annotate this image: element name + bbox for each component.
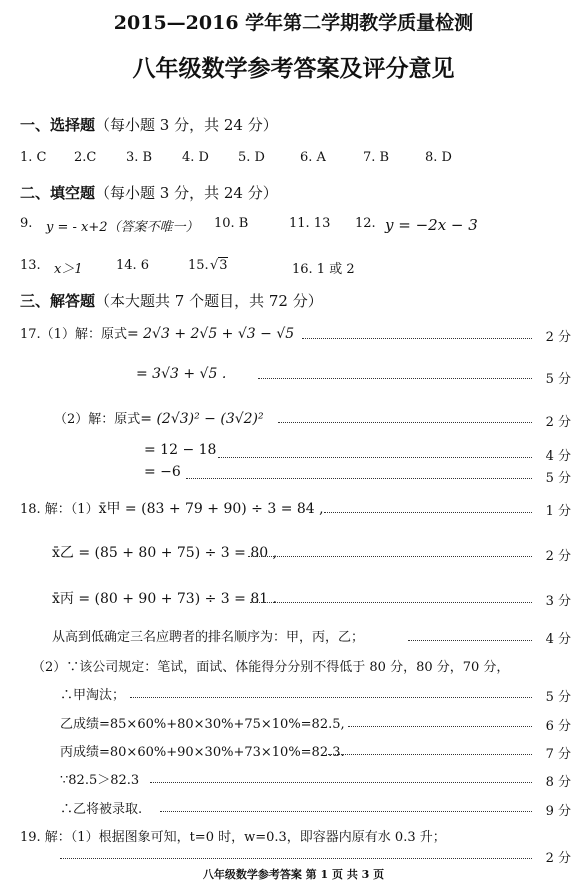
dotted-leader [258,378,532,379]
sqrt-radicand: 3 [219,258,228,273]
answer-item: 16. 1 或 2 [292,262,355,277]
line-text: 19. 解：（1）根据图象可知，t=0 时，w=0.3，即容器内原有水 0.3 升； [20,830,446,845]
dotted-leader [250,602,532,603]
q17-line-5 [144,464,181,480]
q18-line-10 [60,798,142,817]
answer-item: 3. B [126,150,153,165]
dotted-leader [130,697,532,698]
math-expression: = 2√3 + 2√5 + √3 − √5 [126,326,295,342]
math-expression: x̄乙 = (85 + 80 + 75) ÷ 3 = 80 , [52,545,278,561]
section-title: 二、填空题 [20,184,96,202]
score-label: 2 分 [545,330,571,345]
answer-item: 2.C [74,150,97,165]
dotted-leader [218,457,532,458]
line-prefix: 18. 解：（1） [20,502,99,517]
answer-item: 14. 6 [116,258,150,273]
q18-line-3 [52,588,277,608]
section-heading-choice [20,114,278,135]
score-label: 4 分 [545,449,571,464]
q17-line-2 [136,366,226,382]
dotted-leader [408,640,532,641]
section-title: 三、解答题 [20,292,96,310]
math-expression: = 3√3 + √5 . [136,366,227,382]
score-label: 2 分 [545,851,571,866]
score-label: 6 分 [545,719,571,734]
answer-item: y = - x+2（答案不唯一） [46,220,199,235]
score-label: 1 分 [545,504,571,519]
dotted-leader [150,782,532,783]
page-title: 2015—2016 学年第二学期教学质量检测 [113,12,474,34]
score-label: 5 分 [545,471,571,486]
line-text: 从高到低确定三名应聘者的排名顺序为：甲，丙，乙； [52,630,365,645]
dotted-leader [302,338,532,339]
section-heading-fill [20,182,278,203]
score-label: 5 分 [545,372,571,387]
line-text: 丙成绩=80×60%+90×30%+73×10%=82.3. [60,745,345,760]
line-prefix: 17.（1）解：原式 [20,327,127,342]
answer-item: 7. B [363,150,390,165]
math-expression: = 12 − 18 [144,442,217,458]
fill-answers-row-1 [20,216,580,236]
answer-item: 5. D [238,150,265,165]
score-label: 2 分 [545,549,571,564]
line-text: ∵82.5＞82.3 [60,773,140,788]
score-label: 8 分 [545,775,571,790]
answer-item: 9. [20,216,33,231]
dotted-leader [60,858,532,859]
score-label: 4 分 [545,632,571,647]
dotted-leader [186,478,532,479]
dotted-leader [160,811,532,812]
q18-line-9 [60,769,139,788]
answer-item: y = −2x − 3 [385,216,478,234]
math-expression: x̄甲 = (83 + 79 + 90) ÷ 3 = 84 , [98,501,324,517]
q18-line-2 [52,542,277,562]
answer-item: 4. D [182,150,209,165]
math-expression: = (2√3)² − (3√2)² [140,411,264,427]
q17-line-3 [54,408,264,427]
q18-line-4 [52,626,364,645]
line-text: 乙成绩=85×60%+80×30%+75×10%=82.5, [60,717,345,732]
answer-item: 15. [188,258,209,273]
dotted-leader [348,726,532,727]
score-label: 9 分 [545,804,571,819]
sqrt-icon: √3 [210,258,228,273]
q18-line-5 [32,656,509,675]
q17-line-4 [144,442,216,458]
answer-item: 13. [20,258,41,273]
answer-item: x＞1 [54,262,83,277]
answer-item: 6. A [300,150,326,165]
fill-answers-row-2 [20,258,580,278]
answer-item: 1. C [20,150,47,165]
q18-line-6 [60,684,125,703]
answer-item: 11. 13 [289,216,331,231]
dotted-leader [324,512,532,513]
score-label: 5 分 [545,690,571,705]
line-text: ∴乙将被录取. [60,802,143,817]
section-note: （每小题 3 分，共 24 分） [95,116,278,134]
section-heading-solve [20,290,323,311]
q19-line-1 [20,826,446,845]
score-label: 7 分 [545,747,571,762]
section-note: （本大题共 7 个题目，共 72 分） [95,292,323,310]
dotted-leader [328,754,532,755]
score-label: 2 分 [545,415,571,430]
line-prefix: （2）解：原式 [54,412,141,427]
q18-line-7 [60,713,345,732]
score-label: 3 分 [545,594,571,609]
page-subtitle: 八年级数学参考答案及评分意见 [132,55,455,82]
answer-item: 8. D [425,150,452,165]
page-footer: 八年级数学参考答案 第 1 页 共 3 页 [202,868,385,881]
section-title: 一、选择题 [20,116,96,134]
q18-line-1 [20,498,324,518]
math-expression: x̄丙 = (80 + 90 + 73) ÷ 3 = 81 . [52,591,278,607]
q18-line-8 [60,741,345,760]
answer-item: 12. [355,216,376,231]
dotted-leader [248,556,532,557]
dotted-leader [278,422,532,423]
q17-line-1 [20,323,294,342]
section-note: （每小题 3 分，共 24 分） [95,184,278,202]
line-text: （2）∵该公司规定：笔试，面试、体能得分分别不得低于 80 分，80 分，70 分， [32,660,510,675]
answer-item: 10. B [214,216,249,231]
line-text: ∴甲淘汰； [60,688,126,703]
math-expression: = −6 [144,464,181,480]
